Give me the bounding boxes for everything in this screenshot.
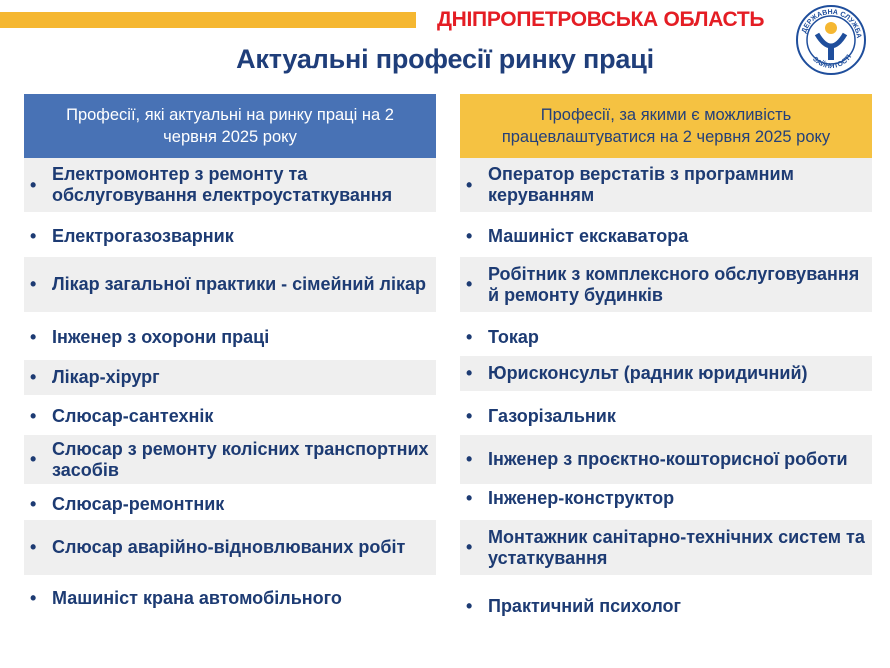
list-item-label: Інженер з проєктно-кошторисної роботи xyxy=(488,449,848,469)
list-item-label: Юрисконсульт (радник юридичний) xyxy=(488,363,808,383)
svg-text:ДЕРЖАВНА СЛУЖБА: ДЕРЖАВНА СЛУЖБА xyxy=(800,8,863,39)
page-title: Актуальні професії ринку праці xyxy=(236,44,654,74)
list-item-label: Машиніст крана автомобільного xyxy=(52,587,342,608)
list-item xyxy=(460,589,872,623)
list-item-label: Електрогазозварник xyxy=(52,225,234,246)
bullet-icon: • xyxy=(30,326,37,347)
svg-text:ЗАЙНЯТОСТІ: ЗАЙНЯТОСТІ xyxy=(811,53,854,71)
list-item-label: Практичний психолог xyxy=(488,595,682,616)
list-item-label: Слюсар-ремонтник xyxy=(52,493,225,514)
bullet-icon: • xyxy=(466,225,473,246)
bullet-icon: • xyxy=(30,405,37,426)
list-item-label: Інженер-конструктор xyxy=(488,487,675,508)
bullet-icon: • xyxy=(30,587,37,608)
bullet-icon: • xyxy=(30,274,37,294)
list-item-label: Лікар-хірург xyxy=(52,367,160,387)
region-title: ДНІПРОПЕТРОВСЬКА ОБЛАСТЬ xyxy=(437,8,765,31)
list-item-label: Електромонтер з ремонту та обслуговування електроустаткування xyxy=(52,164,393,205)
list-item xyxy=(460,356,872,391)
list-item xyxy=(460,219,872,253)
employable-professions-column xyxy=(460,94,872,616)
bullet-icon: • xyxy=(30,449,37,469)
bullet-icon: • xyxy=(466,405,473,426)
list-item xyxy=(460,320,872,354)
accent-bar xyxy=(0,12,416,28)
bullet-icon: • xyxy=(466,174,473,195)
bullet-icon: • xyxy=(466,537,473,557)
current-professions-heading: Професії, які актуальні на ринку праці на 2 червня 2025 року xyxy=(24,94,436,158)
list-item-label: Газорізальник xyxy=(488,405,616,426)
list-item-label: Інженер з охорони праці xyxy=(52,326,270,347)
list-item-label: Слюсар з ремонту колісних транспортних засобів xyxy=(52,438,429,480)
list-item xyxy=(460,481,872,515)
list-item xyxy=(460,435,872,484)
list-item xyxy=(460,399,872,433)
list-item xyxy=(24,320,436,354)
employable-professions-heading: Професії, за якими є можливість працевлаштуватися на 2 червня 2025 року xyxy=(460,94,872,158)
list-item-label: Токар xyxy=(488,326,539,347)
list-item-label: Слюсар-сантехнік xyxy=(52,405,214,426)
list-item xyxy=(24,399,436,433)
list-item xyxy=(24,581,436,615)
bullet-icon: • xyxy=(466,449,473,469)
bullet-icon: • xyxy=(466,487,473,508)
bullet-icon: • xyxy=(30,493,37,514)
bullet-icon: • xyxy=(30,225,37,246)
list-item xyxy=(460,158,872,212)
list-item xyxy=(460,257,872,312)
list-item-label: Робітник з комплексного обслуговування й ремонту будинків xyxy=(488,263,860,305)
bullet-icon: • xyxy=(466,595,473,616)
bullet-icon: • xyxy=(30,367,37,387)
bullet-icon: • xyxy=(30,174,37,195)
list-item xyxy=(460,520,872,575)
list-item-label: Монтажник санітарно-технічних систем та устаткування xyxy=(488,526,865,568)
list-item-label: Оператор верстатів з програмним керуванням xyxy=(488,164,794,205)
list-item xyxy=(24,219,436,253)
list-item-label: Машиніст екскаватора xyxy=(488,225,689,246)
list-item-label: Лікар загальної практики - сімейний лікар xyxy=(52,274,427,294)
bullet-icon: • xyxy=(30,537,37,557)
bullet-icon: • xyxy=(466,363,473,383)
bullet-icon: • xyxy=(466,274,473,294)
list-item xyxy=(24,158,436,212)
list-item-label: Слюсар аварійно-відновлюваних робіт xyxy=(52,537,406,557)
list-item xyxy=(24,257,436,312)
current-professions-column xyxy=(24,94,436,608)
list-item xyxy=(24,360,436,395)
list-item xyxy=(24,435,436,484)
list-item xyxy=(24,520,436,575)
list-item xyxy=(24,487,436,521)
bullet-icon: • xyxy=(466,326,473,347)
